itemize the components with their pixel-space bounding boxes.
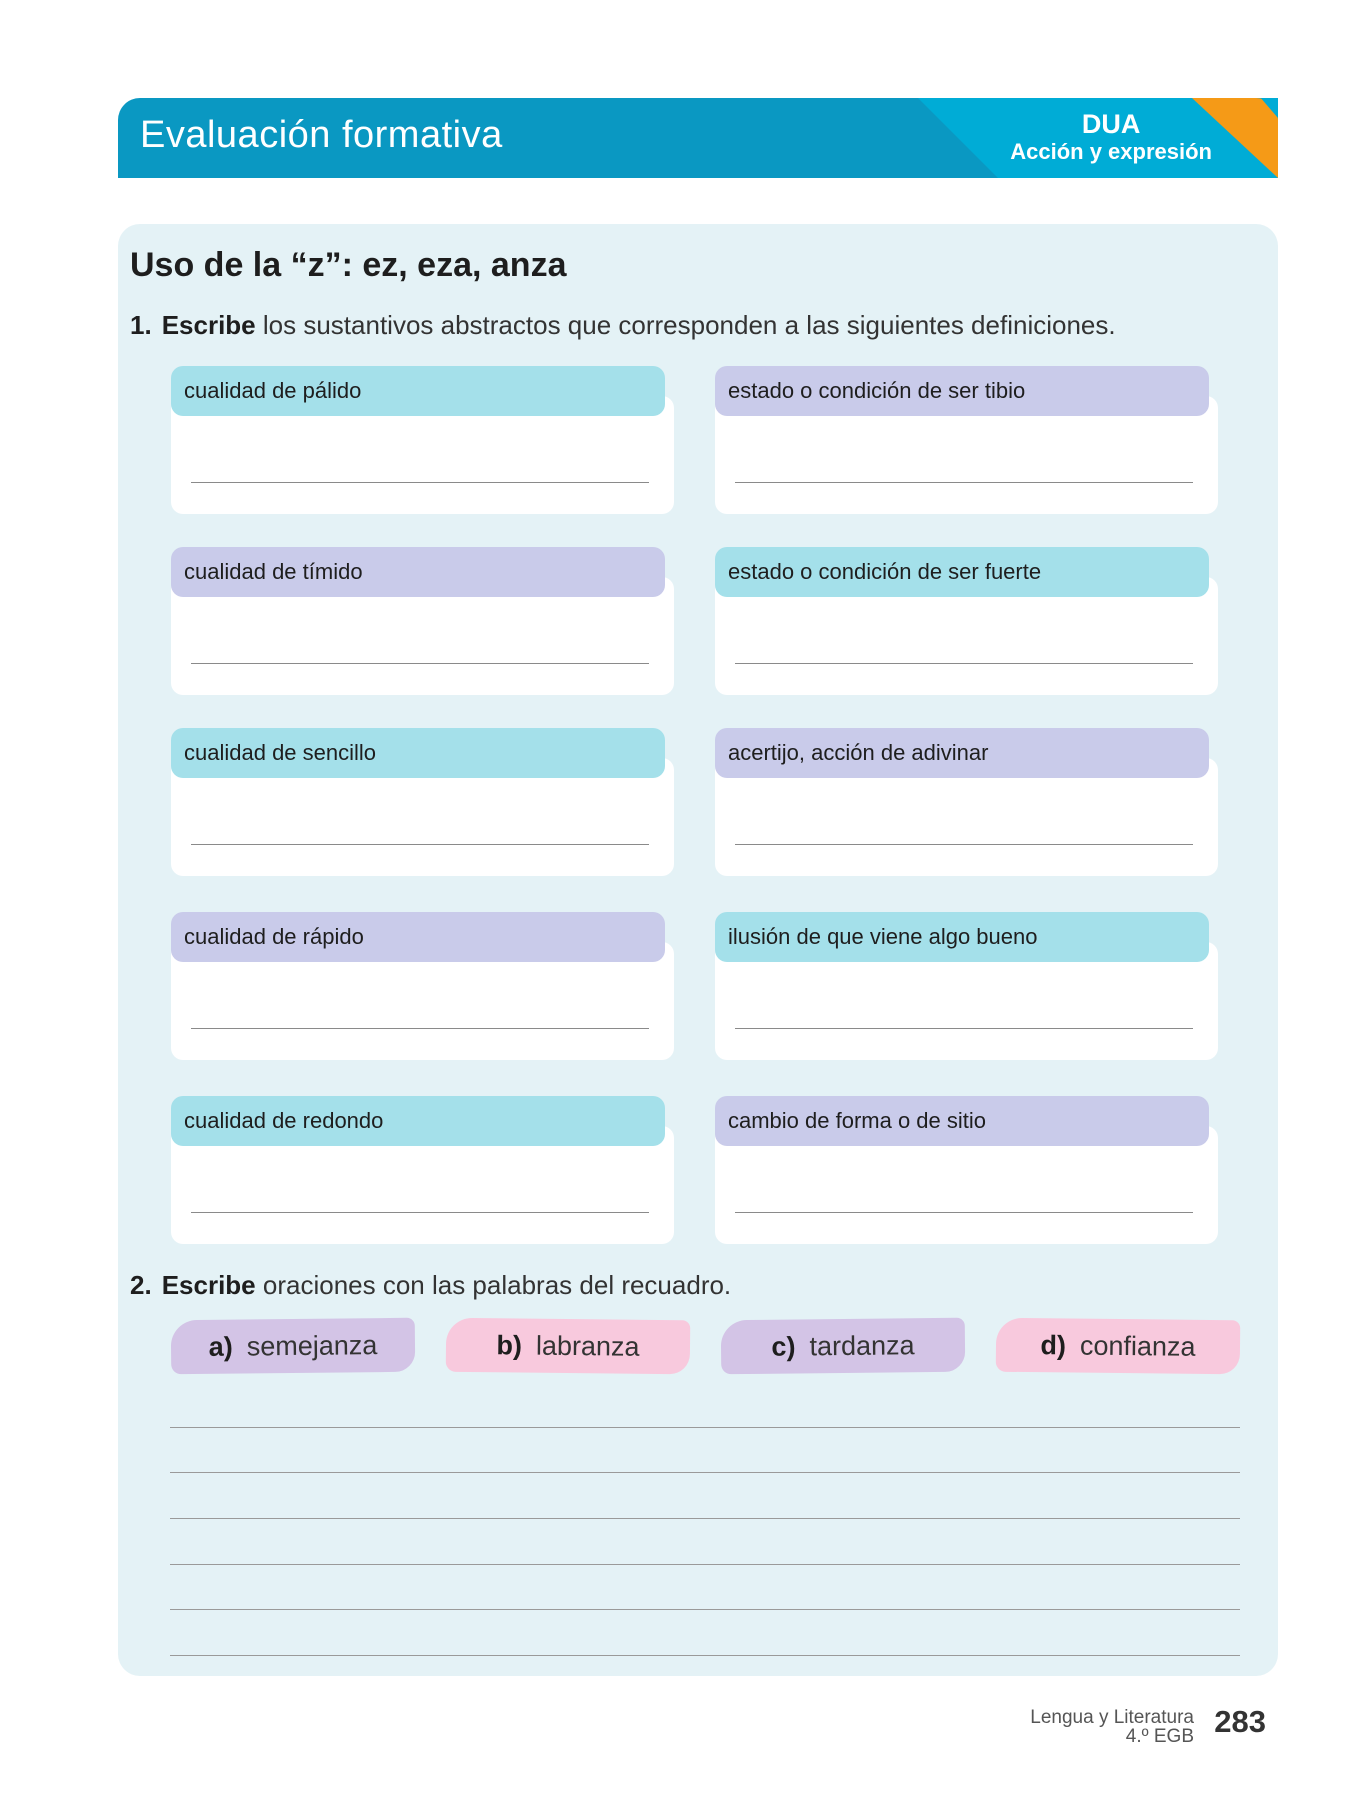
dua-subtitle: Acción y expresión bbox=[1010, 139, 1212, 164]
word-chip-semejanza bbox=[171, 1318, 416, 1375]
word-text: labranza bbox=[535, 1330, 640, 1362]
definition-label: cualidad de pálido bbox=[171, 366, 665, 416]
page-number: 283 bbox=[1214, 1704, 1266, 1739]
definition-label: cualidad de redondo bbox=[171, 1096, 665, 1146]
writing-line[interactable] bbox=[170, 1518, 1240, 1519]
definition-card bbox=[171, 728, 674, 876]
definition-label: cambio de forma o de sitio bbox=[715, 1096, 1209, 1146]
word-chip-confianza bbox=[996, 1318, 1241, 1375]
answer-line[interactable] bbox=[191, 663, 649, 664]
definition-label: cualidad de sencillo bbox=[171, 728, 665, 778]
answer-line[interactable] bbox=[191, 482, 649, 483]
answer-line[interactable] bbox=[735, 1212, 1193, 1213]
word-letter: b) bbox=[496, 1329, 523, 1361]
writing-line[interactable] bbox=[170, 1655, 1240, 1656]
definition-label: cualidad de rápido bbox=[171, 912, 665, 962]
dua-badge bbox=[1010, 110, 1212, 166]
definition-card bbox=[171, 1096, 674, 1244]
exercise-2-verb: Escribe bbox=[161, 1270, 256, 1300]
section-title: Uso de la “z”: ez, eza, anza bbox=[130, 246, 567, 284]
definition-label: estado o condición de ser fuerte bbox=[715, 547, 1209, 597]
header-banner bbox=[118, 98, 1278, 178]
word-text: tardanza bbox=[809, 1329, 915, 1361]
word-text: semejanza bbox=[246, 1329, 378, 1361]
answer-line[interactable] bbox=[735, 663, 1193, 664]
answer-line[interactable] bbox=[735, 1028, 1193, 1029]
exercise-2-instruction bbox=[130, 1270, 731, 1301]
definition-card bbox=[715, 728, 1218, 876]
header-title: Evaluación formativa bbox=[140, 114, 503, 156]
exercise-1-instruction bbox=[130, 310, 1116, 341]
writing-line[interactable] bbox=[170, 1472, 1240, 1473]
answer-line[interactable] bbox=[191, 844, 649, 845]
dua-title: DUA bbox=[1081, 109, 1141, 139]
exercise-2-text: oraciones con las palabras del recuadro. bbox=[262, 1270, 732, 1300]
exercise-2-number: 2. bbox=[130, 1270, 152, 1300]
exercise-1-text: los sustantivos abstractos que corresponden a las siguientes definiciones. bbox=[262, 310, 1116, 340]
footer-grade: 4.º EGB bbox=[1125, 1726, 1194, 1747]
definition-label: estado o condición de ser tibio bbox=[715, 366, 1209, 416]
definition-card bbox=[715, 912, 1218, 1060]
exercise-1-verb: Escribe bbox=[161, 310, 256, 340]
writing-line[interactable] bbox=[170, 1564, 1240, 1565]
definition-card bbox=[715, 547, 1218, 695]
exercise-panel bbox=[118, 224, 1278, 1676]
definition-label: cualidad de tímido bbox=[171, 547, 665, 597]
word-letter: a) bbox=[208, 1331, 233, 1362]
answer-line[interactable] bbox=[735, 844, 1193, 845]
definition-card bbox=[715, 366, 1218, 514]
definition-card bbox=[171, 912, 674, 1060]
footer-subject bbox=[1030, 1708, 1194, 1746]
definition-label: acertijo, acción de adivinar bbox=[715, 728, 1209, 778]
definition-card bbox=[171, 366, 674, 514]
writing-line[interactable] bbox=[170, 1609, 1240, 1610]
footer-subject-name: Lengua y Literatura bbox=[1030, 1707, 1194, 1728]
answer-line[interactable] bbox=[735, 482, 1193, 483]
definition-card bbox=[715, 1096, 1218, 1244]
answer-line[interactable] bbox=[191, 1212, 649, 1213]
definition-label: ilusión de que viene algo bueno bbox=[715, 912, 1209, 962]
exercise-1-number: 1. bbox=[130, 310, 152, 340]
word-chip-labranza bbox=[446, 1318, 691, 1375]
writing-line[interactable] bbox=[170, 1427, 1240, 1428]
word-chip-tardanza bbox=[721, 1318, 966, 1375]
word-text: confianza bbox=[1079, 1330, 1196, 1362]
answer-line[interactable] bbox=[191, 1028, 649, 1029]
word-letter: d) bbox=[1040, 1329, 1067, 1360]
definition-card bbox=[171, 547, 674, 695]
word-letter: c) bbox=[771, 1330, 796, 1362]
